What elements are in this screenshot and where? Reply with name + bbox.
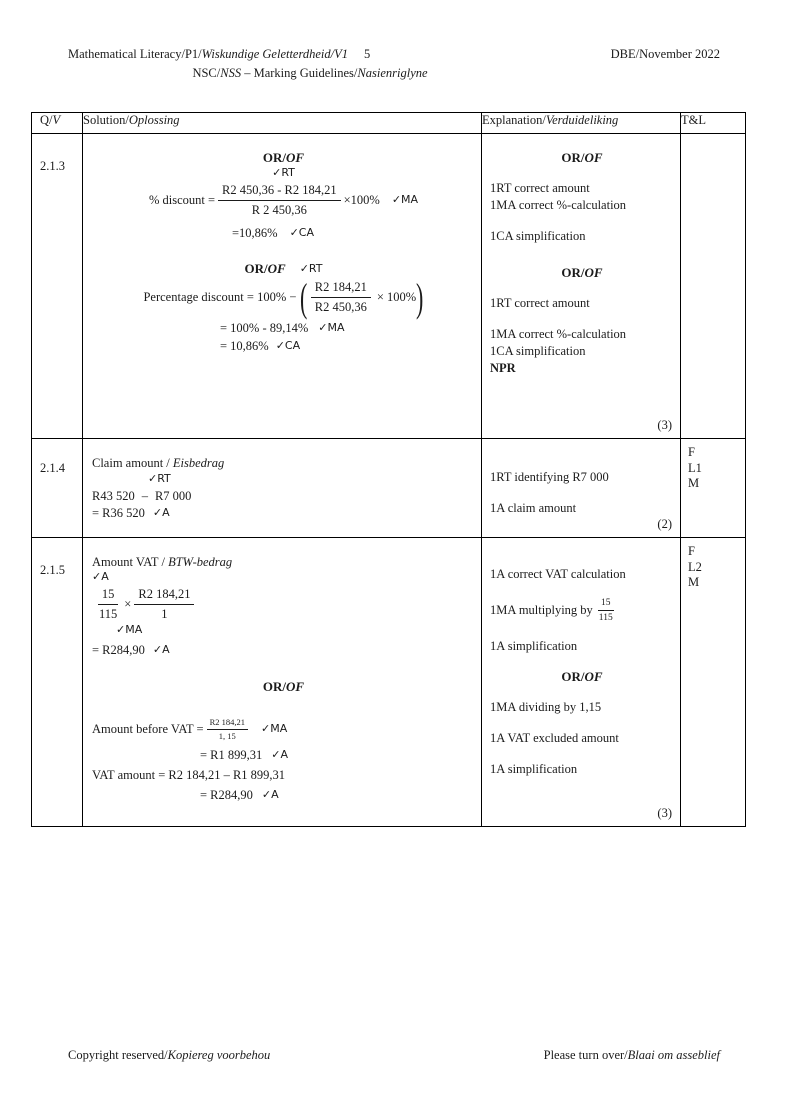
claim-minus-sign: – [141, 489, 148, 503]
tl-value: F [688, 544, 695, 558]
abv-fraction-numerator: R2 184,21 [207, 717, 248, 730]
tick-a-215-first [92, 570, 475, 585]
or-label-215 [92, 679, 475, 695]
marks-total-214: (2) [657, 517, 672, 531]
question-number-213: 2.1.3 [32, 134, 83, 439]
explanation-multiplying-line [490, 597, 674, 624]
footer-copyright-af: Kopiereg voorbehou [167, 1048, 271, 1062]
table-header-row [32, 113, 746, 134]
right-paren: ) [416, 274, 424, 320]
explanation-line: 1A simplification [490, 762, 578, 776]
times-100-percent: ×100% [343, 193, 380, 207]
claim-amount-title [92, 455, 475, 471]
tl-cell-214 [681, 439, 746, 538]
percentage-fraction-numerator: R2 184,21 [311, 279, 371, 298]
header-nsc-af: NSS [220, 66, 242, 80]
exp-rate-denominator: 115 [598, 613, 613, 623]
column-header-qv [32, 113, 83, 134]
vat-amount-title [92, 554, 475, 570]
tick-rt-glyph-214: ✓RT [148, 472, 171, 485]
footer-copyright [68, 1048, 270, 1063]
vat-subtraction-expression: VAT amount = R2 184,21 – R1 899,31 [92, 768, 286, 782]
exp-or3-en: OR/ [561, 669, 585, 684]
claim-subtraction-line [92, 488, 475, 505]
tick-a-glyph-215c: ✓A [271, 748, 289, 761]
amount-before-vat-fraction [207, 717, 248, 742]
claim-excess: R7 000 [154, 489, 192, 503]
vat-result-value: = R284,90 [92, 643, 145, 657]
percentage-discount-formula-213 [92, 274, 475, 320]
header-subject [68, 46, 370, 62]
header-subject-en: Mathematical Literacy/P1/ [68, 47, 202, 61]
amount-before-vat-result [92, 747, 475, 764]
exp-or-af: OF [584, 150, 603, 165]
claim-result-value: = R36 520 [92, 506, 145, 520]
vat-amount-subtraction [92, 767, 475, 784]
tick-a-glyph-215a: ✓A [92, 570, 109, 583]
explanation-rate-fraction [596, 597, 616, 624]
percentage-step3-213 [92, 339, 475, 354]
explanation-cell-215 [482, 538, 681, 827]
percentage-step2-213 [92, 321, 475, 336]
tl-value: M [688, 575, 700, 589]
discount-fraction-numerator: R2 450,36 - R2 184,21 [218, 182, 341, 201]
multiplication-sign: × [124, 597, 132, 611]
explanation-or-215 [490, 669, 674, 685]
discount-result-value: =10,86% [232, 226, 278, 240]
vat-rate-numerator: 15 [98, 586, 119, 605]
vat-final-value: = R284,90 [200, 788, 253, 802]
vat-rate-fraction [95, 586, 121, 623]
tick-ma-glyph-213b: ✓MA [318, 321, 345, 334]
explanation-line: 1MA dividing by 1,15 [490, 700, 602, 714]
tick-a-glyph-214: ✓A [152, 506, 170, 519]
percentage-fraction-denominator: R2 450,36 [314, 300, 367, 314]
marking-guidelines-table [31, 112, 746, 827]
exp-or3-af: OF [584, 669, 603, 684]
vat-rate-denominator: 115 [99, 607, 118, 621]
claim-result-line [92, 505, 475, 522]
or2-en: OR/ [244, 261, 268, 276]
explanation-line: 1A VAT excluded amount [490, 731, 619, 745]
explanation-line: 1A claim amount [490, 501, 577, 515]
column-header-explanation [482, 113, 681, 134]
solution-header-en: Solution/ [83, 113, 129, 127]
table-row [32, 538, 746, 827]
solution-header-af: Oplossing [128, 113, 180, 127]
tl-value: L1 [688, 460, 702, 475]
explanation-npr: NPR [490, 361, 516, 375]
tick-a-glyph-215d: ✓A [261, 788, 279, 801]
times-100-percent-b: × 100% [376, 290, 417, 304]
tick-ma-glyph-215alt: ✓MA [260, 722, 288, 735]
tick-rt-glyph: ✓RT [272, 166, 295, 179]
percentage-step3-value: = 10,86% [220, 339, 269, 353]
explanation-line: 1MA correct %-calculation [490, 327, 627, 341]
exp-or2-en: OR/ [561, 265, 585, 280]
or-en: OR/ [262, 150, 287, 165]
explanation-cell-214 [482, 439, 681, 538]
or3-en: OR/ [262, 679, 287, 694]
amount-before-vat-formula [92, 717, 475, 742]
amount-before-vat-lhs: Amount before VAT = [92, 722, 204, 736]
tick-rt-213-a [92, 166, 475, 181]
solution-cell-213 [83, 134, 482, 439]
tick-rt-glyph-213b: ✓RT [299, 261, 323, 275]
tl-value: L2 [688, 559, 702, 574]
tl-cell-215 [681, 538, 746, 827]
explanation-line: 1RT correct amount [490, 296, 590, 310]
qv-header-en: Q/ [40, 113, 53, 127]
claim-amount-gross: R43 520 [92, 489, 135, 503]
tick-ma-glyph-215: ✓MA [116, 623, 143, 636]
exp-or2-af: OF [584, 265, 603, 280]
header-subject-af: Wiskundige Geletterdheid/V1 [201, 47, 349, 61]
explanation-line: 1A correct VAT calculation [490, 567, 626, 581]
vat-amount-denominator: 1 [161, 607, 168, 621]
explanation-line: 1RT identifying R7 000 [490, 470, 609, 484]
tick-ma-215 [92, 623, 475, 638]
header-line-2 [68, 65, 720, 81]
page-footer [68, 1048, 720, 1066]
tick-ca-glyph-213a: ✓CA [289, 226, 315, 239]
explanation-line: 1CA simplification [490, 229, 586, 243]
explanation-header-af: Verduideliking [545, 113, 619, 127]
or-label-213-first [92, 150, 475, 166]
explanation-header-en: Explanation/ [482, 113, 546, 127]
explanation-multiplying-prefix: 1MA multiplying by [490, 603, 593, 617]
exp-rate-numerator: 15 [598, 597, 614, 611]
explanation-line: 1RT correct amount [490, 181, 590, 195]
left-paren: ( [300, 274, 308, 320]
vat-title-en: Amount VAT / [92, 555, 169, 569]
footer-turnover-en: Please turn over/ [543, 1048, 628, 1062]
discount-result-213 [92, 226, 475, 241]
explanation-line: 1A simplification [490, 639, 578, 653]
percent-discount-lhs: % discount = [148, 193, 216, 207]
abv-result-value: = R1 899,31 [200, 748, 263, 762]
claim-title-af: Eisbedrag [172, 456, 225, 470]
header-nsc-af2: Nasienriglyne [357, 66, 428, 80]
table-row [32, 439, 746, 538]
column-header-solution [83, 113, 482, 134]
page-header [68, 46, 720, 81]
column-header-tl: T&L [681, 113, 746, 134]
solution-cell-215 [83, 538, 482, 827]
explanation-line: 1MA correct %-calculation [490, 198, 627, 212]
percentage-discount-lhs: Percentage discount = 100% − [143, 290, 297, 304]
question-number-214: 2.1.4 [32, 439, 83, 538]
solution-cell-214 [83, 439, 482, 538]
or3-af: OF [286, 679, 305, 694]
claim-title-en: Claim amount / [92, 456, 173, 470]
header-dbe-date: DBE/November 2022 [610, 47, 720, 61]
tl-value: M [688, 476, 700, 490]
percent-discount-formula-213 [92, 182, 475, 219]
question-number-215: 2.1.5 [32, 538, 83, 827]
header-line-1 [68, 46, 720, 62]
vat-amount-numerator: R2 184,21 [134, 586, 194, 605]
discount-fraction-denominator: R 2 450,36 [251, 203, 307, 217]
qv-header-af: V [52, 113, 61, 127]
tl-cell-213 [681, 134, 746, 439]
footer-turn-over [544, 1048, 720, 1063]
tick-rt-214 [92, 471, 475, 488]
tick-ma-glyph-213a: ✓MA [391, 193, 419, 206]
vat-multiplication-expression [92, 586, 475, 623]
header-page-number: 5 [364, 47, 371, 61]
marks-total-213: (3) [657, 418, 672, 432]
discount-fraction [218, 182, 341, 219]
tick-ca-glyph-213b: ✓CA [275, 339, 301, 352]
abv-fraction-denominator: 1, 15 [218, 731, 236, 741]
vat-final-result [92, 787, 475, 804]
footer-copyright-en: Copyright reserved/ [68, 1048, 168, 1062]
tick-a-glyph-215b: ✓A [152, 643, 170, 656]
explanation-cell-213 [482, 134, 681, 439]
vat-result-line [92, 642, 475, 659]
percentage-step2-value: = 100% - 89,14% [220, 321, 309, 335]
header-nsc-prefix: NSC/ [192, 66, 221, 80]
explanation-or-213-second [490, 265, 674, 281]
tl-value: F [688, 445, 695, 459]
vat-amount-fraction [134, 586, 194, 623]
header-nsc-suffix: – Marking Guidelines/ [241, 66, 358, 80]
or-af: OF [286, 150, 305, 165]
footer-turnover-af: Blaai om asseblief [627, 1048, 720, 1062]
vat-title-af: BTW-bedrag [168, 555, 233, 569]
explanation-line: 1CA simplification [490, 344, 586, 358]
percentage-fraction [311, 279, 371, 316]
explanation-or-213-first [490, 150, 674, 166]
or2-af: OF [267, 261, 286, 276]
exp-or-en: OR/ [561, 150, 585, 165]
table-row [32, 134, 746, 439]
marks-total-215: (3) [657, 806, 672, 820]
